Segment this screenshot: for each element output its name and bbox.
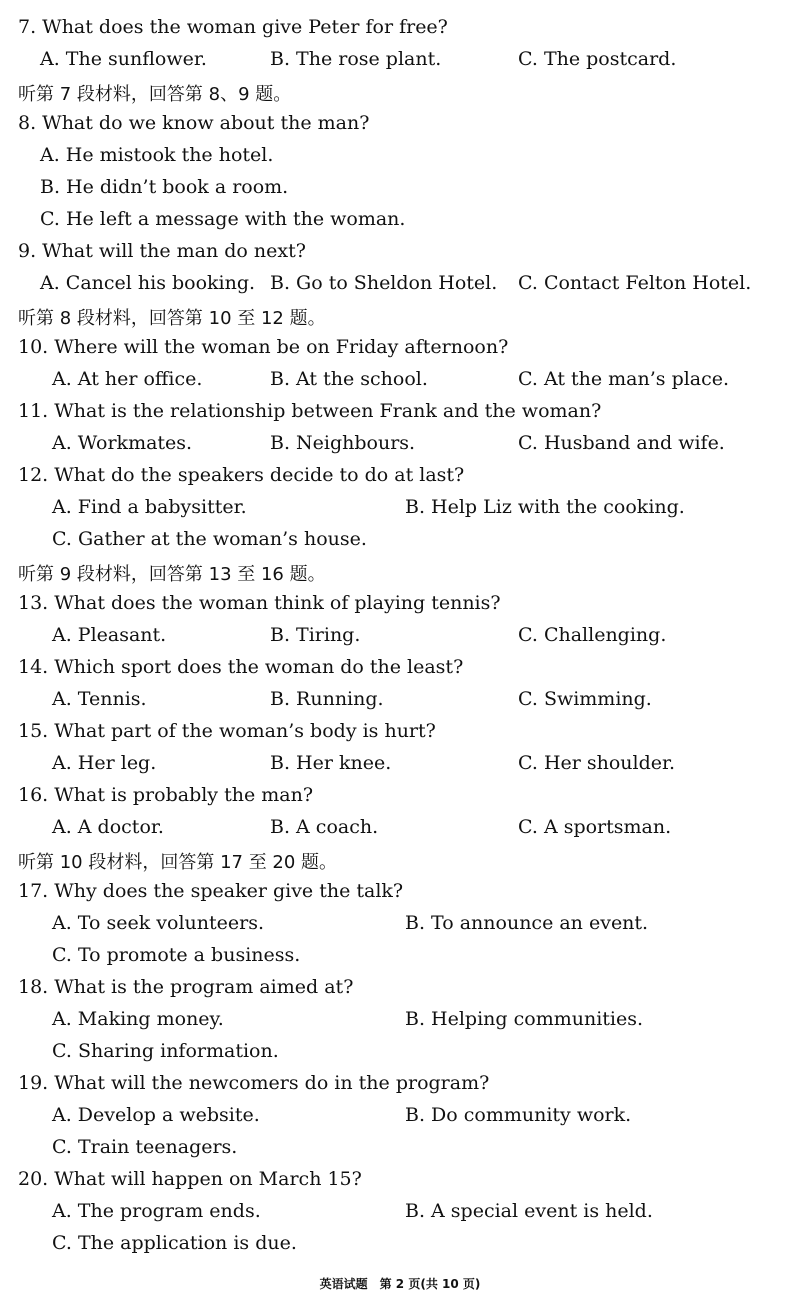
question-line — [0, 880, 800, 912]
section-instruction-text: 听第 8 段材料，回答第 10 至 12 题。 — [18, 308, 326, 329]
question-text: 12. What do the speakers decide to do at last? — [18, 464, 465, 486]
option-text: C. Train teenagers. — [52, 1136, 238, 1158]
options-row — [0, 272, 800, 304]
question-text: 16. What is probably the man? — [18, 784, 314, 806]
options-row — [0, 752, 800, 784]
question-line — [0, 976, 800, 1008]
option-a: A. Find a babysitter. — [52, 496, 247, 518]
option-b: B. At the school. — [270, 368, 428, 390]
question-line — [0, 720, 800, 752]
option-b: B. Do community work. — [405, 1104, 632, 1126]
question-line — [0, 240, 800, 272]
option-a: A. At her office. — [52, 368, 203, 390]
option-line — [0, 944, 800, 976]
question-text: 10. Where will the woman be on Friday afternoon? — [18, 336, 509, 358]
option-text: C. Gather at the woman’s house. — [52, 528, 367, 550]
option-a: A. Her leg. — [52, 752, 157, 774]
option-a: A. Develop a website. — [52, 1104, 260, 1126]
option-b: B. Neighbours. — [270, 432, 416, 454]
question-text: 14. Which sport does the woman do the least? — [18, 656, 464, 678]
option-text: C. Sharing information. — [52, 1040, 279, 1062]
options-row — [0, 816, 800, 848]
question-text: 18. What is the program aimed at? — [18, 976, 354, 998]
options-row — [0, 1008, 800, 1040]
question-text: 20. What will happen on March 15? — [18, 1168, 362, 1190]
option-text: B. He didn’t book a room. — [40, 176, 289, 198]
option-b: B. Helping communities. — [405, 1008, 644, 1030]
question-line — [0, 1168, 800, 1200]
options-row — [0, 1104, 800, 1136]
option-a: A. Pleasant. — [52, 624, 167, 646]
question-line — [0, 464, 800, 496]
section-instruction — [0, 848, 800, 880]
option-b: B. The rose plant. — [270, 48, 442, 70]
question-line — [0, 16, 800, 48]
question-line — [0, 656, 800, 688]
option-line — [0, 1136, 800, 1168]
options-row — [0, 688, 800, 720]
option-a: A. The sunflower. — [40, 48, 207, 70]
question-line — [0, 112, 800, 144]
options-row — [0, 48, 800, 80]
options-row — [0, 368, 800, 400]
question-text: 8. What do we know about the man? — [18, 112, 370, 134]
option-c: C. Contact Felton Hotel. — [518, 272, 752, 294]
option-a: A. Workmates. — [52, 432, 193, 454]
question-line — [0, 784, 800, 816]
option-a: A. Cancel his booking. — [40, 272, 256, 294]
question-text: 13. What does the woman think of playing tennis? — [18, 592, 501, 614]
option-line — [0, 1232, 800, 1264]
option-line — [0, 1040, 800, 1072]
option-text: C. To promote a business. — [52, 944, 301, 966]
section-instruction-text: 听第 7 段材料，回答第 8、9 题。 — [18, 84, 292, 105]
section-instruction-text: 听第 9 段材料，回答第 13 至 16 题。 — [18, 564, 326, 585]
options-row — [0, 912, 800, 944]
option-a: A. A doctor. — [52, 816, 164, 838]
option-c: C. The postcard. — [518, 48, 677, 70]
option-b: B. A special event is held. — [405, 1200, 653, 1222]
option-text: C. He left a message with the woman. — [40, 208, 406, 230]
section-instruction-text: 听第 10 段材料，回答第 17 至 20 题。 — [18, 852, 338, 873]
option-b: B. Tiring. — [270, 624, 361, 646]
question-line — [0, 400, 800, 432]
option-b: B. Help Liz with the cooking. — [405, 496, 685, 518]
option-c: C. Husband and wife. — [518, 432, 725, 454]
question-text: 15. What part of the woman’s body is hurt? — [18, 720, 436, 742]
question-text: 17. Why does the speaker give the talk? — [18, 880, 404, 902]
question-line — [0, 336, 800, 368]
option-b: B. Go to Sheldon Hotel. — [270, 272, 498, 294]
option-line — [0, 208, 800, 240]
option-line — [0, 176, 800, 208]
option-text: C. The application is due. — [52, 1232, 297, 1254]
question-line — [0, 1072, 800, 1104]
question-text: 7. What does the woman give Peter for free? — [18, 16, 448, 38]
question-text: 9. What will the man do next? — [18, 240, 306, 262]
option-c: C. A sportsman. — [518, 816, 672, 838]
option-a: A. Tennis. — [52, 688, 147, 710]
option-b: B. A coach. — [270, 816, 379, 838]
option-a: A. To seek volunteers. — [52, 912, 264, 934]
question-text: 19. What will the newcomers do in the program? — [18, 1072, 490, 1094]
option-line — [0, 144, 800, 176]
section-instruction — [0, 560, 800, 592]
question-line — [0, 592, 800, 624]
section-instruction — [0, 80, 800, 112]
option-b: B. To announce an event. — [405, 912, 649, 934]
option-c: C. Challenging. — [518, 624, 667, 646]
option-text: A. He mistook the hotel. — [40, 144, 274, 166]
options-row — [0, 496, 800, 528]
option-a: A. The program ends. — [52, 1200, 261, 1222]
options-row — [0, 432, 800, 464]
option-c: C. Her shoulder. — [518, 752, 676, 774]
option-a: A. Making money. — [52, 1008, 224, 1030]
page-footer: 英语试题 第 2 页(共 10 页) — [319, 1277, 481, 1291]
option-line — [0, 528, 800, 560]
option-c: C. Swimming. — [518, 688, 652, 710]
option-b: B. Running. — [270, 688, 384, 710]
option-c: C. At the man’s place. — [518, 368, 730, 390]
options-row — [0, 624, 800, 656]
option-b: B. Her knee. — [270, 752, 392, 774]
section-instruction — [0, 304, 800, 336]
options-row — [0, 1200, 800, 1232]
question-text: 11. What is the relationship between Frank and the woman? — [18, 400, 602, 422]
